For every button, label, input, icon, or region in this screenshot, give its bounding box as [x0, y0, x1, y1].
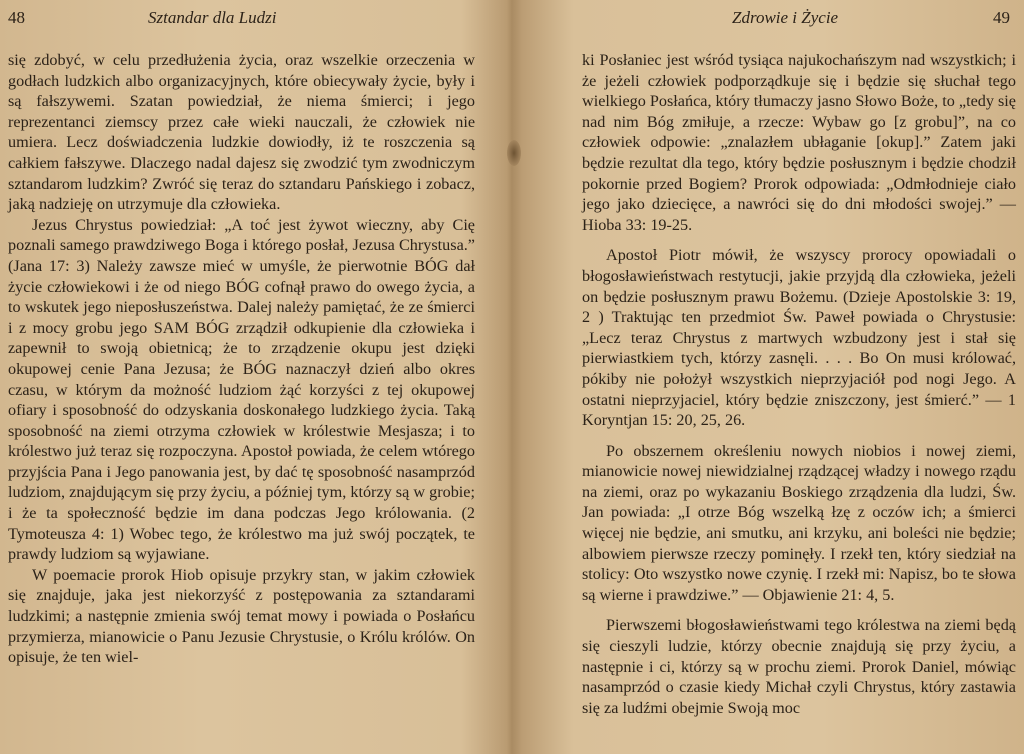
left-paragraph-3: W poemacie prorok Hiob opisuje przykry stan, w jakim człowiek się znajduje, jaka jest niekorzyść z postępowania za sztandarami ludzkimi; a następnie zmienia swój temat mowy i powiada o Posłańcu przymierza, mianowicie o Panu Jezusie Chrystusie, o Królu królów. On opisuje, że ten wiel-	[8, 565, 475, 667]
left-page-number: 48	[8, 8, 25, 27]
right-running-title: Zdrowie i Życie	[732, 8, 839, 27]
right-paragraph-1: ki Posłaniec jest wśród tysiąca najukochańszym nad wszystkich; i że jeżeli człowiek podporządkuje się i będzie się słuchał tego wielkiego Posłańca, który tłumaczy jasno Słowo Boże, to „tedy się nad nim Bóg zmiłuje, a rzecze: Wybaw go [z grobu]”, na co człowiek odpowie: „znalazłem ubłaganie [okup].” Zatem jaki będzie rezultat dla tego, który będzie posłusznym i będzie chodził pokornie przed Bogiem? Prorok odpowiada: „Odmłodnieje ciało jego jako dziecięce, a nawróci się do dni młodości swojej.” — Hioba 33: 19-25.	[582, 51, 1016, 234]
right-header	[582, 8, 1016, 34]
right-paragraph-4: Pierwszemi błogosławieństwami tego królestwa na ziemi będą się cieszyli ludzie, którzy obecnie znajdują się przy życiu, a następnie i ci, którzy są w prochu ziemi. Prorok Daniel, mówiąc nasamprzód o czasie kiedy Michał czyli Chrystus, który zastawia się za ludźmi obejmie Swoją moc	[582, 616, 1016, 717]
right-paragraph-3: Po obszernem określeniu nowych niobios i nowej ziemi, mianowicie nowej niewidzialnej rządzącej władzy i nowego rządu na ziemi, oraz po wykazaniu Boskiego zrządzenia dla ludzi, Św. Jan powiada: „I otrze Bóg wszelką łzę z oczów ich; a śmierci więcej nie będzie, ani smutku, ani krzyku, ani boleści nie będzie; albowiem pierwsze rzeczy pominęły. I rzekł ten, który siedział na stolicy: Oto wszystko nowe czynię. I rzekł mi: Napisz, bo te słowa są wierne i prawdziwe.” — Objawienie 21: 4, 5.	[582, 441, 1016, 604]
right-paragraph-2: Apostoł Piotr mówił, że wszyscy prorocy opowiadali o błogosławieństwach restytucji, jakie przyjdą dla człowieka, jeżeli on będzie posłusznym prawu Bożemu. (Dzieje Apostolskie 3: 19, 2 ) Traktując ten przedmiot Św. Paweł powiada o Chrystusie: „Lecz teraz Chrystus z martwych wzbudzony jest i stał się pierwiastkiem tych, którzy zasnęli. . . . Bo On musi królować, pókiby nie położył wszystkich nieprzyjaciół pod nogi Jego. A ostatni nieprzyjaciel, który będzie zniszczony, jest śmierć.” — 1 Koryntjan 15: 20, 25, 26.	[582, 246, 1016, 430]
left-page	[0, 0, 505, 754]
left-paragraph-1: się zdobyć, w celu przedłużenia życia, oraz wszelkie orzeczenia w godłach ludzkich albo organizacyjnych, które obiecywały życie, były i są fałszywemi. Szatan powiedział, że niema śmierci; i jego reprezentanci ziemscy przez całe wieki nauczali, że człowiek nie umiera. Lecz doświadczenia ludzkie dowiodły, iż te roszczenia są całkiem fałszywe. Dlaczego nadal dajesz się zwodzić tym zwodniczym sztandarom ludzkim? Zwróć się teraz do sztandaru Pańskiego i zobacz, jaką nadzieję on utrzymuje dla człowieka.	[8, 51, 475, 214]
left-header	[8, 8, 475, 34]
right-page-number: 49	[993, 8, 1010, 27]
right-page	[520, 0, 1024, 754]
binding-hole	[507, 140, 521, 166]
left-paragraph-2: Jezus Chrystus powiedział: „A toć jest żywot wieczny, aby Cię poznali samego prawdziwego Boga i którego posłał, Jezusa Chrystusa.” (Jana 17: 3) Należy zawsze mieć w umyśle, że pierwotnie BÓG dał życie człowiekowi i że od niego BÓG cofnął prawo do owego życia, a to wskutek jego nieposłuszeństwa. Dalej należy pamiętać, że ze śmierci i z mocy grobu jego SAM BÓG zrządził odkupienie dla człowieka i zapewnił to swoją obietnicą; że to zrządzenie okupu jest dzięki okupowej cenie Pana Jezusa; że BÓG naznaczył dzień albo okres czasu, w którym da możność ludziom żąć korzyści z tej okupowej ofiary i sposobność do odzyskania doskonałego ludzkiego życia. Taką sposobność na ziemi otrzyma człowiek w królestwie Mesjasza; i to królestwo już teraz się rozpoczyna. Apostoł powiada, że celem wtórego przyjścia Pana i Jego panowania jest, by dać tę sposobność nasamprzód ludziom, znajdującym się przy życiu, a później tym, którzy są w grobie; i że ta społeczność będzie im dana podczas Jego królowania. (2 Tymoteusza 4: 1) Wobec tego, że królestwo ma już swój początek, te prawdy ludziom są wyjawiane.	[8, 215, 475, 564]
left-running-title: Sztandar dla Ludzi	[148, 8, 277, 27]
